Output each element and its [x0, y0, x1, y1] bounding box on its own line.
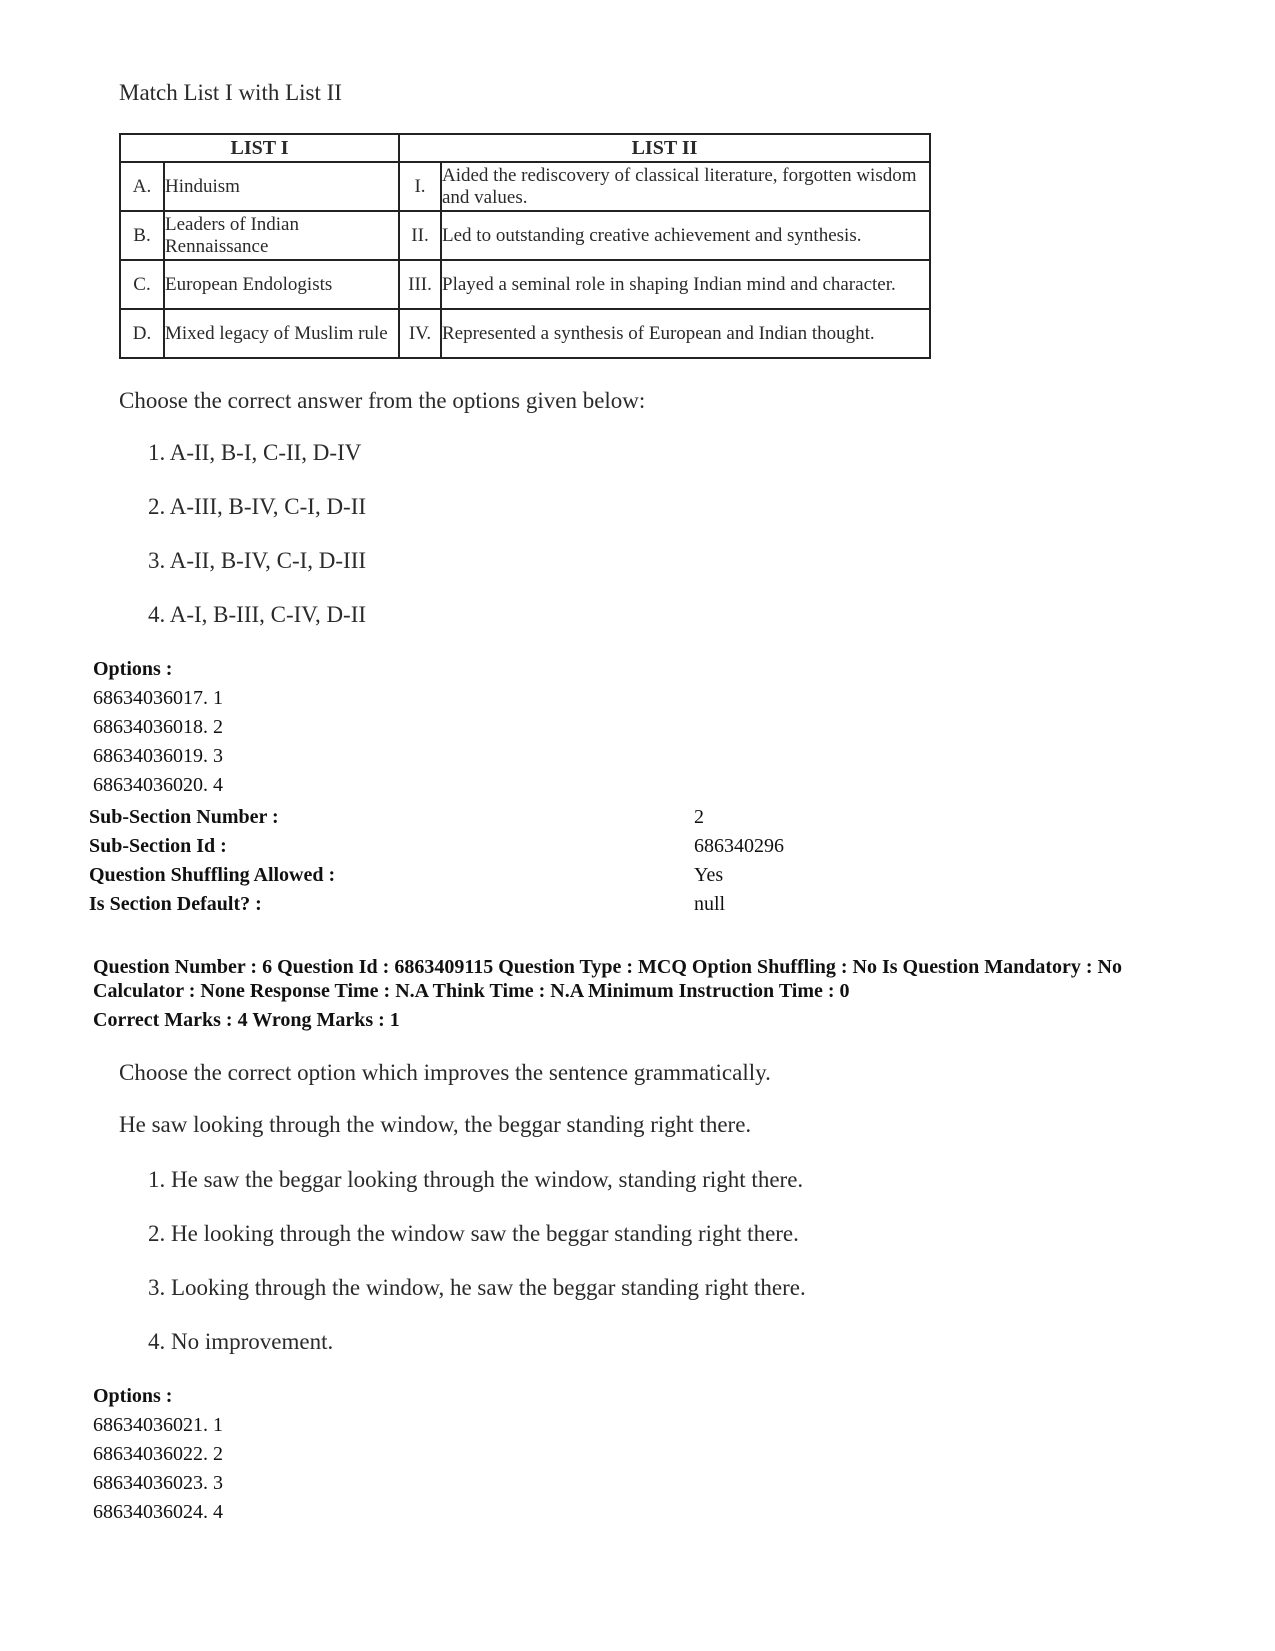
row-letter: B. — [120, 211, 164, 260]
subsection-id-value: 686340296 — [694, 835, 784, 857]
option-id: 68634036021. 1 — [93, 1414, 223, 1436]
choose-instruction: Choose the correct answer from the options given below: — [119, 388, 646, 413]
list-ii-header: LIST II — [399, 134, 930, 162]
question-shuffling-value: Yes — [694, 864, 724, 886]
answer-choice: 4. No improvement. — [148, 1329, 334, 1354]
table-row — [120, 211, 930, 260]
row-numeral: III. — [399, 260, 441, 309]
option-id: 68634036018. 2 — [93, 716, 223, 738]
options-label: Options : — [93, 658, 173, 680]
option-id: 68634036017. 1 — [93, 687, 223, 709]
row-letter: D. — [120, 309, 164, 358]
table-row — [120, 260, 930, 309]
list-ii-item: Represented a synthesis of European and Indian thought. — [441, 309, 930, 358]
question-intro: Match List I with List II — [119, 80, 342, 105]
list-i-item: European Endologists — [164, 260, 399, 309]
answer-choice: 3. A-II, B-IV, C-I, D-III — [148, 548, 367, 573]
subsection-number-label: Sub-Section Number : — [89, 806, 279, 828]
list-i-item: Leaders of Indian Rennaissance — [164, 211, 399, 260]
list-ii-item: Led to outstanding creative achievement and synthesis. — [441, 211, 930, 260]
list-i-item: Mixed legacy of Muslim rule — [164, 309, 399, 358]
row-letter: A. — [120, 162, 164, 211]
question-meta-line1: Question Number : 6 Question Id : 6863409115 Question Type : MCQ Option Shuffling : No Is Question Mandatory : No — [93, 956, 1122, 978]
answer-choice: 2. He looking through the window saw the beggar standing right there. — [148, 1221, 799, 1246]
question-meta-line2: Calculator : None Response Time : N.A Think Time : N.A Minimum Instruction Time : 0 — [93, 980, 850, 1002]
option-id: 68634036023. 3 — [93, 1472, 223, 1494]
options-label: Options : — [93, 1385, 173, 1407]
list-ii-item: Aided the rediscovery of classical literature, forgotten wisdom and values. — [441, 162, 930, 211]
list-ii-item: Played a seminal role in shaping Indian mind and character. — [441, 260, 930, 309]
answer-choice: 2. A-III, B-IV, C-I, D-II — [148, 494, 367, 519]
subsection-id-label: Sub-Section Id : — [89, 835, 227, 857]
table-row — [120, 309, 930, 358]
section-default-value: null — [694, 893, 726, 915]
row-letter: C. — [120, 260, 164, 309]
table-header-row — [120, 134, 930, 162]
option-id: 68634036019. 3 — [93, 745, 223, 767]
question-shuffling-label: Question Shuffling Allowed : — [89, 864, 336, 886]
table-row — [120, 162, 930, 211]
match-table — [119, 133, 931, 359]
answer-choice: 3. Looking through the window, he saw the beggar standing right there. — [148, 1275, 806, 1300]
list-i-header: LIST I — [120, 134, 399, 162]
section-default-label: Is Section Default? : — [89, 893, 262, 915]
grammar-instruction: Choose the correct option which improves the sentence grammatically. — [119, 1060, 771, 1085]
subsection-number-value: 2 — [694, 806, 704, 828]
row-numeral: II. — [399, 211, 441, 260]
answer-choice: 1. A-II, B-I, C-II, D-IV — [148, 440, 362, 465]
answer-choice: 4. A-I, B-III, C-IV, D-II — [148, 602, 367, 627]
question-marks: Correct Marks : 4 Wrong Marks : 1 — [93, 1009, 400, 1031]
list-i-item: Hinduism — [164, 162, 399, 211]
row-numeral: I. — [399, 162, 441, 211]
option-id: 68634036022. 2 — [93, 1443, 223, 1465]
row-numeral: IV. — [399, 309, 441, 358]
option-id: 68634036020. 4 — [93, 774, 223, 796]
option-id: 68634036024. 4 — [93, 1501, 223, 1523]
grammar-sentence: He saw looking through the window, the beggar standing right there. — [119, 1112, 752, 1137]
answer-choice: 1. He saw the beggar looking through the window, standing right there. — [148, 1167, 804, 1192]
